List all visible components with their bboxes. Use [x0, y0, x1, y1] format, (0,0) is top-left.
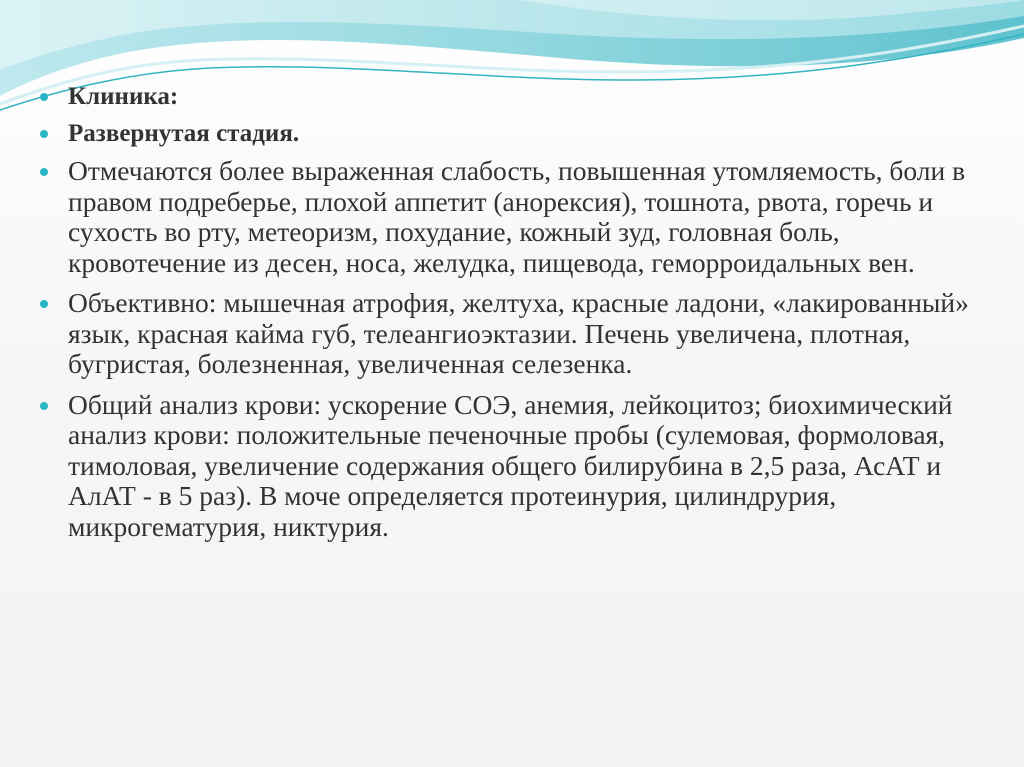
bullet-dot-icon: [40, 93, 48, 101]
bullet-text: Общий анализ крови: ускорение СОЭ, анемия, лейкоцитоз; биохимический анализ крови: положительные печеночные пробы (сулемовая, формоловая, тимоловая, увеличение содержания общего билирубина в 2,5 раза, АсАТ и АлАТ - в 5 раз). В моче определяется протеинурия, цилиндрурия, микрогематурия, никтурия.: [68, 388, 953, 542]
bullet-item: [40, 156, 990, 278]
bullet-text: Объективно: мышечная атрофия, желтуха, красные ладони, «лакированный» язык, красная кайма губ, телеангиоэктазии. Печень увеличена, плотная, бугристая, болезненная, увеличенная селезенка.: [68, 287, 969, 379]
bullet-dot-icon: [40, 402, 48, 410]
bullet-list: [40, 82, 990, 542]
bullet-text: Развернутая стадия.: [68, 120, 300, 147]
bullet-item: [40, 390, 990, 543]
bullet-item: [40, 119, 990, 149]
bullet-item: [40, 288, 990, 380]
slide-content: [40, 82, 990, 552]
bullet-dot-icon: [40, 168, 48, 176]
bullet-text: Клиника:: [68, 83, 179, 110]
bullet-dot-icon: [40, 130, 48, 138]
bullet-item: [40, 82, 990, 112]
bullet-text: Отмечаются более выраженная слабость, повышенная утомляемость, боли в правом подреберье, плохой аппетит (анорексия), тошнота, рвота, горечь и сухость во рту, метеоризм, похудание, кожный зуд, головная боль, кровотечение из десен, носа, желудка, пищевода, геморроидальных вен.: [68, 155, 966, 278]
bullet-dot-icon: [40, 300, 48, 308]
